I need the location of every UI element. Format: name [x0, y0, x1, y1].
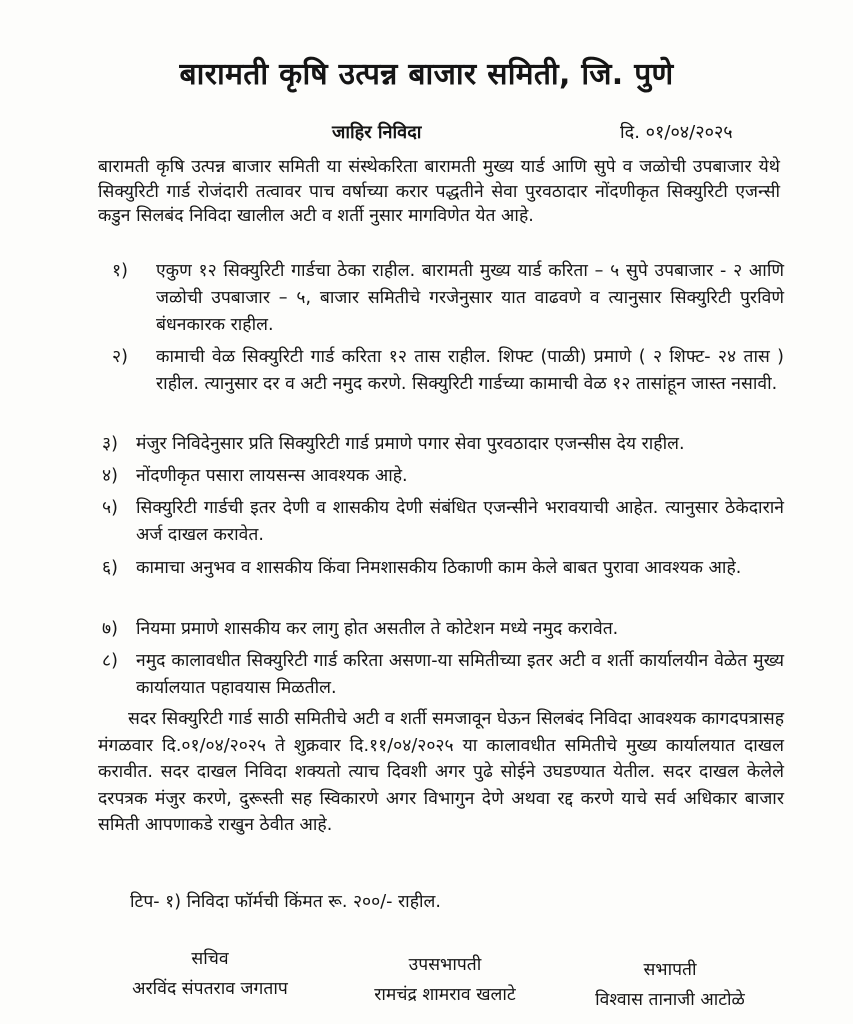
signatory-secretary: [110, 944, 310, 1004]
condition-text: कामाची वेळ सिक्युरिटी गार्ड करिता १२ तास राहील. शिफ्ट (पाळी) प्रमाणे ( २ शिफ्ट- २४ तास ) राहील. त्यानुसार दर व अटी नमुद करणे. सिक्युरिटी गार्डच्या कामाची वेळ १२ तासांहून जास्त नसावी.: [156, 347, 784, 394]
signatory-chairman: [570, 955, 770, 1015]
condition-text: नियमा प्रमाणे शासकीय कर लागु होत असतील ते कोटेशन मध्ये नमुद करावेत.: [136, 619, 619, 639]
notice-date: दि. ०१/०४/२०२५: [620, 122, 733, 143]
signatory-designation: सचिव: [191, 949, 229, 969]
signatory-name: अरविंद संपतराव जगताप: [132, 979, 288, 999]
document-title: बारामती कृषि उत्पन्न बाजार समिती, जि. पुणे: [179, 57, 674, 92]
condition-item-2: [112, 344, 784, 398]
condition-item-5: [102, 495, 784, 549]
condition-text: एकुण १२ सिक्युरिटी गार्डचा ठेका राहील. बारामती मुख्य यार्ड करिता – ५ सुपे उपबाजार - २ आणि जळोची उपबाजार – ५, बाजार समितीचे गरजेनुसार यात वाढवणे व त्यानुसार सिक्युरिटी पुरविणे बंधनकारक राहील.: [156, 261, 784, 335]
condition-item-6: [102, 555, 784, 582]
signatory-name: रामचंद्र शामराव खलाटे: [374, 985, 516, 1005]
condition-text: नोंदणीकृत पसारा लायसन्स आवश्यक आहे.: [136, 466, 408, 486]
condition-item-7: [102, 616, 784, 643]
condition-item-3: [102, 431, 784, 458]
condition-number: ३): [102, 434, 118, 454]
condition-number: ८): [102, 651, 118, 671]
condition-number: १): [112, 261, 128, 281]
condition-number: २): [112, 347, 128, 367]
closing-paragraph: सदर सिक्युरिटी गार्ड साठी समितीचे अटी व शर्ती समजावून घेऊन सिलबंद निविदा आवश्यक कागदपत्रासह मंगळवार दि.०१/०४/२०२५ ते शुक्रवार दि.११/०४/२०२५ या कालावधीत समितीचे मुख्य कार्यालयात दाखल करावीत. सदर दाखल निविदा शक्यतो त्याच दिवशी अगर पुढे सोईने उघडण्यात येतील. सदर दाखल केलेले दरपत्रक मंजुर करणे, दुरूस्ती सह स्विकारणे अगर विभागुन देणे अथवा रद्द करणे याचे सर्व अधिकार बाजार समिती आपणाकडे राखुन ठेवीत आहे.: [98, 709, 784, 835]
condition-item-8: [102, 648, 784, 702]
signatory-name: विश्वास तानाजी आटोळे: [595, 990, 745, 1010]
condition-item-4: [102, 463, 784, 490]
condition-text: नमुद कालावधीत सिक्युरिटी गार्ड करिता असणा-या समितीच्या इतर अटी व शर्ती कार्यालयीन वेळेत मुख्य कार्यालयात पहावयास मिळतील.: [136, 651, 784, 698]
condition-number: ६): [102, 558, 118, 578]
condition-text: मंजुर निविदेनुसार प्रति सिक्युरिटी गार्ड प्रमाणे पगार सेवा पुरवठादार एजन्सीस देय राहील.: [136, 434, 685, 454]
condition-text: सिक्युरिटी गार्डची इतर देणी व शासकीय देणी संबंधित एजन्सीने भरावयाची आहेत. त्यानुसार ठेकेदाराने अर्ज दाखल करावेत.: [136, 498, 784, 545]
condition-text: कामाचा अनुभव व शासकीय किंवा निमशासकीय ठिकाणी काम केले बाबत पुरावा आवश्यक आहे.: [136, 558, 742, 578]
condition-item-1: [112, 258, 784, 339]
condition-number: ५): [102, 498, 118, 518]
signatory-designation: सभापती: [643, 960, 697, 980]
notice-label: जाहिर निविदा: [332, 122, 422, 143]
tender-fee-note: टिप- १) निविदा फॉर्मची किंमत रू. २००/- राहील.: [130, 892, 441, 912]
signatory-designation: उपसभापती: [408, 955, 482, 975]
condition-number: ७): [102, 619, 118, 639]
intro-paragraph: बारामती कृषि उत्पन्न बाजार समिती या संस्थेकरिता बारामती मुख्य यार्ड आणि सुपे व जळोची उपबाजार येथे सिक्युरिटी गार्ड रोजंदारी तत्वावर पाच वर्षाच्या करार पद्धतीने सेवा पुरवठादार नोंदणीकृत सिक्युरिटी एजन्सी कडुन सिलबंद निविदा खालील अटी व शर्ती नुसार मागविणेत येत आहे.: [98, 157, 780, 226]
signatory-vice-chairman: [340, 950, 550, 1010]
condition-number: ४): [102, 466, 118, 486]
